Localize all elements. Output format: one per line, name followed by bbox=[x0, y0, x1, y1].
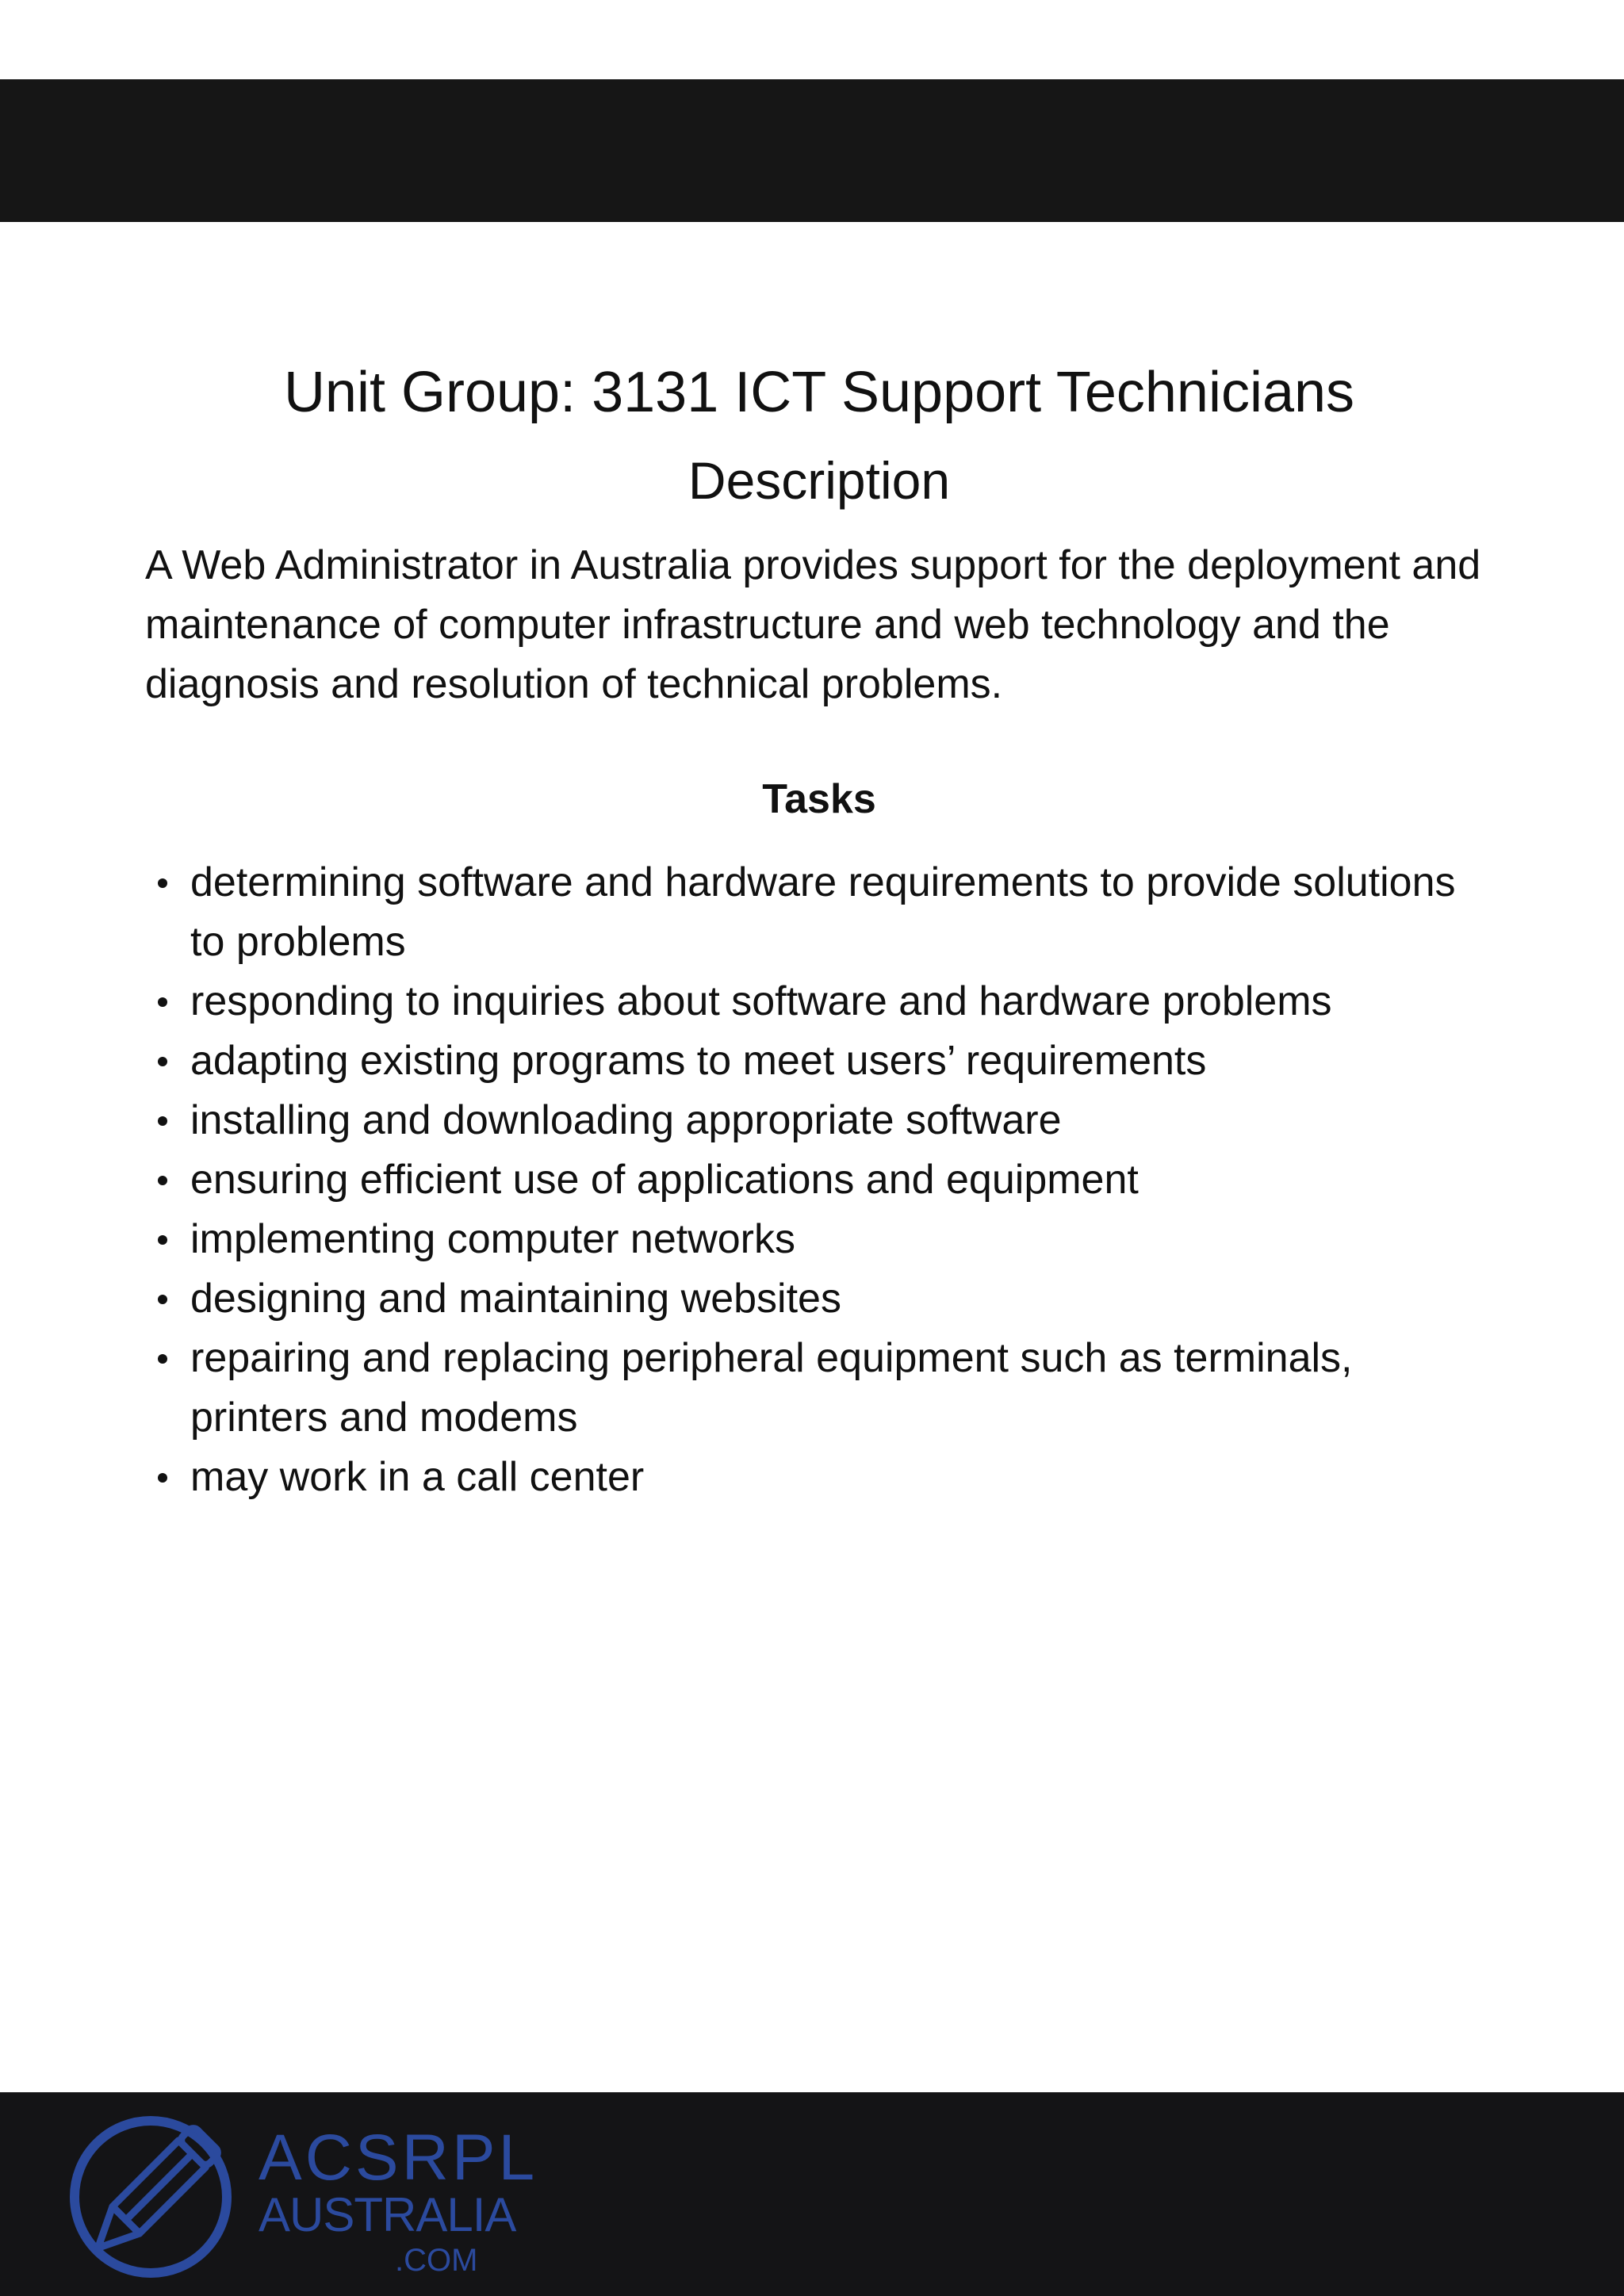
task-item: responding to inquiries about software and hardware problems bbox=[190, 972, 1493, 1031]
acsrpl-logo[interactable] bbox=[63, 2108, 538, 2283]
task-item: repairing and replacing peripheral equipment such as terminals, printers and modems bbox=[190, 1329, 1493, 1448]
task-item: adapting existing programs to meet users’ requirements bbox=[190, 1031, 1493, 1091]
task-item: determining software and hardware requirements to provide solutions to problems bbox=[190, 853, 1493, 972]
task-item: implementing computer networks bbox=[190, 1210, 1493, 1269]
task-item: installing and downloading appropriate software bbox=[190, 1091, 1493, 1150]
unit-group-title: Unit Group: 3131 ICT Support Technicians bbox=[283, 361, 1355, 424]
logo-text-com: .COM bbox=[395, 2243, 478, 2278]
task-item: designing and maintaining websites bbox=[190, 1269, 1493, 1329]
description-text: A Web Administrator in Australia provides support for the deployment and maintenance of computer infrastructure and web technology and the diagnosis and resolution of technical problems. bbox=[145, 542, 1481, 707]
tasks-list bbox=[145, 853, 1493, 1507]
footer bbox=[0, 2092, 1624, 2296]
task-item: may work in a call center bbox=[190, 1448, 1493, 1507]
pencil-in-circle-icon bbox=[63, 2108, 238, 2283]
logo-text-australia: AUSTRALIA bbox=[259, 2188, 516, 2241]
logo-text-acsrpl: ACSRPL bbox=[259, 2122, 538, 2194]
task-item: ensuring efficient use of applications and equipment bbox=[190, 1150, 1493, 1210]
document-content bbox=[145, 349, 1493, 1507]
description-heading: Description bbox=[688, 451, 951, 510]
tasks-heading: Tasks bbox=[762, 776, 876, 822]
header-band bbox=[0, 79, 1624, 222]
